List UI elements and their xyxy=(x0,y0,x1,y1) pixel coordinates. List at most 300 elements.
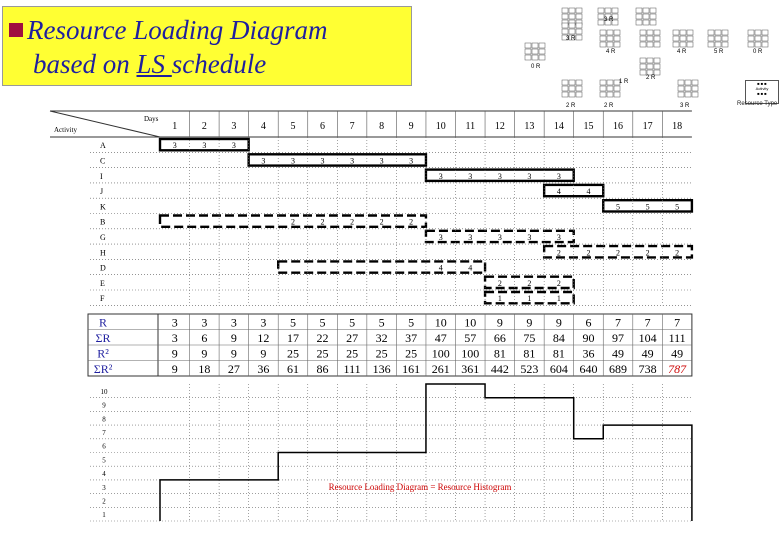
title-text-1: Resource Loading Diagram xyxy=(27,15,328,45)
network-node-cell xyxy=(643,20,649,25)
stats-value: 5 xyxy=(319,315,326,330)
activity-resource-value: 5 xyxy=(675,202,680,212)
network-node-cell xyxy=(576,35,582,40)
activity-name: I xyxy=(100,171,103,181)
stats-value: 81 xyxy=(523,346,536,361)
network-node xyxy=(562,8,582,25)
network-node-cell xyxy=(562,92,568,97)
network-node-cell xyxy=(562,23,568,28)
network-node-cell xyxy=(673,42,679,47)
network-node-cell xyxy=(673,30,679,35)
stats-value: 9 xyxy=(201,346,208,361)
network-node-cell xyxy=(569,23,575,28)
network-node-cell xyxy=(715,42,721,47)
activity-resource-value: 3 xyxy=(172,141,177,151)
activity-resource-value: 3 xyxy=(202,141,207,151)
stats-value: 9 xyxy=(496,315,503,330)
activity-resource-value: 3 xyxy=(379,156,384,166)
stats-value: 7 xyxy=(674,315,681,330)
network-node-cell xyxy=(607,80,613,85)
network-resource-label: 0 R xyxy=(531,64,541,70)
legend-row: ■ ■ ■ xyxy=(757,91,767,96)
activity-name: C xyxy=(100,156,106,166)
stats-value: 10 xyxy=(464,315,477,330)
network-node-cell xyxy=(748,36,754,41)
network-node-cell xyxy=(708,36,714,41)
network-node-cell xyxy=(748,30,754,35)
activity-resource-value: 4 xyxy=(586,187,591,197)
network-node xyxy=(600,30,620,47)
day-header: 14 xyxy=(553,121,564,132)
network-node-cell xyxy=(525,55,531,60)
network-node-cell xyxy=(612,8,618,13)
network-node-cell xyxy=(539,43,545,48)
network-node-cell xyxy=(680,42,686,47)
stats-value: 22 xyxy=(316,331,329,345)
stats-value: 104 xyxy=(638,331,657,345)
activity-resource-value: 4 xyxy=(556,187,561,197)
stats-value: 604 xyxy=(549,362,568,376)
network-node-cell xyxy=(562,8,568,13)
network-node-cell xyxy=(569,86,575,91)
network-node-cell xyxy=(607,92,613,97)
activity-resource-value: 2 xyxy=(497,278,502,288)
network-node-cell xyxy=(685,86,691,91)
network-node-cell xyxy=(569,14,575,19)
network-resource-label: 5 R xyxy=(714,49,724,55)
network-node-cell xyxy=(640,42,646,47)
network-node-cell xyxy=(650,20,656,25)
network-node-cell xyxy=(607,36,613,41)
activity-resource-value: 1 xyxy=(556,294,561,304)
network-node-cell xyxy=(640,36,646,41)
stats-value: 47 xyxy=(434,331,447,345)
day-header: 18 xyxy=(672,121,683,132)
network-node-cell xyxy=(643,8,649,13)
network-node-cell xyxy=(755,42,761,47)
activity-resource-value: 3 xyxy=(409,156,414,166)
activity-name: B xyxy=(100,217,106,227)
stats-value: 57 xyxy=(464,331,477,345)
stats-value: 5 xyxy=(289,315,296,330)
network-node-cell xyxy=(614,36,620,41)
histogram-level-label: 2 xyxy=(102,497,106,506)
activity-resource-value: 2 xyxy=(675,248,680,258)
network-node-cell xyxy=(647,36,653,41)
network-node-cell xyxy=(640,58,646,63)
network-node-cell xyxy=(569,80,575,85)
activity-name: E xyxy=(100,278,105,288)
day-header: 2 xyxy=(201,121,207,132)
stats-value: 36 xyxy=(257,362,270,376)
stats-value: 3 xyxy=(201,315,208,330)
network-node-cell xyxy=(762,42,768,47)
stats-label: R² xyxy=(97,346,109,361)
network-node-cell xyxy=(607,42,613,47)
stats-value: 49 xyxy=(671,346,684,361)
network-node-cell xyxy=(647,30,653,35)
network-node-cell xyxy=(614,86,620,91)
network-node-cell xyxy=(692,80,698,85)
network-node xyxy=(562,80,582,97)
stats-value: 49 xyxy=(612,346,625,361)
day-header: 3 xyxy=(231,121,237,132)
day-header: 7 xyxy=(349,121,355,132)
activity-resource-value: 4 xyxy=(438,263,443,273)
stats-value: 97 xyxy=(612,331,625,345)
stats-value: 5 xyxy=(378,315,385,330)
activity-resource-value: 2 xyxy=(556,248,561,258)
network-node-cell xyxy=(678,86,684,91)
stats-value: 100 xyxy=(461,346,480,361)
network-node-cell xyxy=(640,30,646,35)
stats-value: 5 xyxy=(408,315,415,330)
stats-value: 61 xyxy=(286,362,299,376)
histogram-level-label: 1 xyxy=(102,511,106,520)
network-node-cell xyxy=(600,86,606,91)
stats-value: 3 xyxy=(171,315,178,330)
network-node-cell xyxy=(722,30,728,35)
network-node-cell xyxy=(562,80,568,85)
stats-value: 66 xyxy=(493,331,506,345)
network-node-cell xyxy=(647,64,653,69)
title-text-2a: based on xyxy=(33,49,137,79)
network-node xyxy=(636,8,656,25)
network-node-cell xyxy=(715,36,721,41)
network-node xyxy=(673,30,693,47)
network-node-cell xyxy=(643,14,649,19)
activity-resource-value: 3 xyxy=(350,156,355,166)
stats-value: 49 xyxy=(641,346,654,361)
network-node-cell xyxy=(614,92,620,97)
network-node-cell xyxy=(680,30,686,35)
network-node-cell xyxy=(607,86,613,91)
network-node-cell xyxy=(687,30,693,35)
network-node-cell xyxy=(598,8,604,13)
network-node-cell xyxy=(525,43,531,48)
day-header: 9 xyxy=(408,121,414,132)
stats-value: 75 xyxy=(523,331,536,345)
histogram-level-label: 6 xyxy=(102,442,106,451)
network-node-cell xyxy=(605,8,611,13)
network-node-cell xyxy=(692,92,698,97)
network-node-cell xyxy=(755,36,761,41)
network-resource-label: 3 R xyxy=(680,103,690,109)
network-node xyxy=(525,43,545,60)
stats-value: 9 xyxy=(230,346,237,361)
histogram-caption: Resource Loading Diagram = Resource Histogram xyxy=(328,482,512,492)
network-node-cell xyxy=(576,29,582,34)
network-node-cell xyxy=(678,92,684,97)
network-node-cell xyxy=(569,29,575,34)
network-node-cell xyxy=(614,30,620,35)
stats-value: 689 xyxy=(609,362,628,376)
activity-resource-value: 3 xyxy=(497,232,502,242)
network-node-cell xyxy=(678,80,684,85)
network-node-cell xyxy=(532,43,538,48)
histogram-level-label: 4 xyxy=(102,470,106,479)
stats-value: 86 xyxy=(316,362,329,376)
stats-value: 90 xyxy=(582,331,595,345)
activity-resource-value: 3 xyxy=(468,232,473,242)
stats-value: 32 xyxy=(375,331,388,345)
network-node-cell xyxy=(654,30,660,35)
stats-value: 100 xyxy=(431,346,450,361)
activity-resource-value: 2 xyxy=(616,248,621,258)
network-node-cell xyxy=(722,36,728,41)
network-node-cell xyxy=(654,36,660,41)
network-node xyxy=(748,30,768,47)
day-header: 15 xyxy=(583,121,594,132)
day-header: 6 xyxy=(320,121,326,132)
network-node-cell xyxy=(762,36,768,41)
legend-caption: Resource Type xyxy=(737,101,778,107)
network-node-cell xyxy=(640,64,646,69)
network-node-cell xyxy=(539,55,545,60)
activity-resource-value: 3 xyxy=(527,232,532,242)
stats-value: 9 xyxy=(526,315,533,330)
network-node-cell xyxy=(614,42,620,47)
activity-resource-value: 3 xyxy=(320,156,325,166)
network-node-cell xyxy=(636,8,642,13)
stats-value: 361 xyxy=(461,362,480,376)
stats-value: 3 xyxy=(260,315,267,330)
day-header: 8 xyxy=(379,121,385,132)
stats-value: 161 xyxy=(402,362,421,376)
network-node-cell xyxy=(685,80,691,85)
stats-value: 81 xyxy=(552,346,565,361)
total-sum-r-squared: 787 xyxy=(668,362,687,376)
network-node-cell xyxy=(654,58,660,63)
stats-value: 111 xyxy=(343,362,361,376)
network-node xyxy=(600,80,620,97)
network-resource-label: 1 R xyxy=(619,79,629,85)
activity-resource-value: 2 xyxy=(379,217,384,227)
network-node-cell xyxy=(687,42,693,47)
network-node xyxy=(678,80,698,97)
stats-value: 6 xyxy=(201,331,208,345)
activity-name: H xyxy=(100,248,106,258)
title-text-2b: schedule xyxy=(171,49,267,79)
activity-resource-value: 2 xyxy=(527,278,532,288)
network-node-cell xyxy=(654,64,660,69)
stats-value: 17 xyxy=(286,331,299,345)
activity-resource-value: 2 xyxy=(320,217,325,227)
stats-label: ΣR² xyxy=(93,362,113,376)
activity-bar xyxy=(278,261,485,272)
network-node-cell xyxy=(762,30,768,35)
activity-name: J xyxy=(100,187,104,197)
stats-value: 442 xyxy=(490,362,509,376)
histogram-level-label: 9 xyxy=(102,401,106,410)
stats-label: R xyxy=(98,315,108,330)
day-header: 10 xyxy=(435,121,446,132)
activity-resource-value: 2 xyxy=(556,278,561,288)
network-resource-label: 2 R xyxy=(646,75,656,81)
day-header: 12 xyxy=(494,121,505,132)
day-header: 4 xyxy=(260,121,266,132)
days-label: Days xyxy=(144,115,159,123)
stats-value: 81 xyxy=(493,346,506,361)
network-node-cell xyxy=(600,30,606,35)
activity-resource-value: 2 xyxy=(290,217,295,227)
stats-value: 12 xyxy=(257,331,270,345)
network-node-cell xyxy=(600,36,606,41)
network-node-cell xyxy=(576,8,582,13)
activity-name: F xyxy=(100,294,105,304)
network-resource-label: 0 R xyxy=(753,49,763,55)
network-node-cell xyxy=(708,42,714,47)
stats-value: 7 xyxy=(644,315,651,330)
stats-value: 9 xyxy=(171,362,178,376)
stats-value: 25 xyxy=(316,346,329,361)
activity-resource-value: 5 xyxy=(616,202,621,212)
stats-value: 3 xyxy=(230,315,237,330)
histogram-level-label: 8 xyxy=(102,415,106,424)
legend-row: ■ ■ ■ xyxy=(757,81,767,86)
network-node-cell xyxy=(680,36,686,41)
stats-value: 27 xyxy=(346,331,359,345)
network-node-cell xyxy=(654,42,660,47)
network-node-cell xyxy=(636,14,642,19)
network-node xyxy=(640,30,660,47)
stats-value: 25 xyxy=(405,346,418,361)
activity-label: Activity xyxy=(54,126,77,134)
stats-value: 261 xyxy=(431,362,450,376)
histogram-level-label: 3 xyxy=(102,483,106,492)
network-resource-label: 3 R xyxy=(604,17,614,23)
stats-value: 3 xyxy=(171,331,178,345)
network-node-cell xyxy=(569,92,575,97)
activity-name: A xyxy=(100,141,106,151)
activity-resource-value: 3 xyxy=(290,156,295,166)
activity-resource-value: 2 xyxy=(350,217,355,227)
network-node-cell xyxy=(576,86,582,91)
network-node-cell xyxy=(576,92,582,97)
network-node-cell xyxy=(562,29,568,34)
activity-name: K xyxy=(100,202,106,212)
histogram-level-label: 5 xyxy=(102,456,106,465)
activity-resource-value: 3 xyxy=(497,171,502,181)
legend-title: Activity xyxy=(755,86,769,91)
histogram-level-label: 7 xyxy=(102,428,106,437)
stats-value: 25 xyxy=(375,346,388,361)
stats-value: 5 xyxy=(349,315,356,330)
title-text-ls: LS xyxy=(136,49,172,79)
network-node-cell xyxy=(673,36,679,41)
stats-value: 18 xyxy=(198,362,211,376)
network-node-cell xyxy=(685,92,691,97)
stats-value: 27 xyxy=(227,362,240,376)
activity-name: D xyxy=(100,263,106,273)
activity-resource-value: 3 xyxy=(556,171,561,181)
activity-resource-value: 3 xyxy=(527,171,532,181)
network-node-cell xyxy=(647,58,653,63)
network-node-cell xyxy=(562,86,568,91)
stats-value: 36 xyxy=(582,346,595,361)
activity-resource-value: 2 xyxy=(645,248,650,258)
network-node-cell xyxy=(650,14,656,19)
network-node-cell xyxy=(636,20,642,25)
network-node-cell xyxy=(569,8,575,13)
day-header: 16 xyxy=(613,121,624,132)
day-header: 11 xyxy=(465,121,476,132)
stats-value: 25 xyxy=(346,346,359,361)
stats-value: 640 xyxy=(579,362,598,376)
activity-resource-value: 1 xyxy=(497,294,502,304)
network-resource-label: 3 R xyxy=(566,36,576,42)
network-node-cell xyxy=(525,49,531,54)
stats-value: 9 xyxy=(555,315,562,330)
stats-value: 9 xyxy=(171,346,178,361)
activity-resource-value: 3 xyxy=(468,171,473,181)
stats-label: ΣR xyxy=(95,331,111,345)
network-node-cell xyxy=(600,80,606,85)
network-resource-label: 4 R xyxy=(606,49,616,55)
network-node-cell xyxy=(748,42,754,47)
activity-resource-value: 3 xyxy=(231,141,236,151)
activity-resource-value: 3 xyxy=(438,171,443,181)
network-node-cell xyxy=(692,86,698,91)
activity-resource-value: 4 xyxy=(468,263,473,273)
network-node-cell xyxy=(687,36,693,41)
network-node-cell xyxy=(576,14,582,19)
activity-resource-value: 3 xyxy=(556,232,561,242)
activity-resource-value: 2 xyxy=(586,248,591,258)
stats-value: 10 xyxy=(434,315,447,330)
stats-value: 738 xyxy=(638,362,657,376)
stats-value: 25 xyxy=(286,346,299,361)
network-node-cell xyxy=(539,49,545,54)
activity-resource-value: 3 xyxy=(261,156,266,166)
network-node-cell xyxy=(755,30,761,35)
day-header: 17 xyxy=(642,121,653,132)
network-node xyxy=(640,58,660,75)
network-node-cell xyxy=(562,14,568,19)
network-node-cell xyxy=(532,55,538,60)
activity-name: G xyxy=(100,232,106,242)
activity-resource-value: 2 xyxy=(409,217,414,227)
stats-value: 523 xyxy=(520,362,539,376)
activity-resource-value: 5 xyxy=(645,202,650,212)
network-node-cell xyxy=(708,30,714,35)
network-node-cell xyxy=(722,42,728,47)
activity-resource-value: 1 xyxy=(527,294,532,304)
network-node-cell xyxy=(600,92,606,97)
network-node xyxy=(708,30,728,47)
day-header: 1 xyxy=(172,121,178,132)
stats-value: 136 xyxy=(372,362,391,376)
stats-value: 6 xyxy=(585,315,592,330)
stats-value: 37 xyxy=(405,331,418,345)
network-resource-label: 2 R xyxy=(604,103,614,109)
network-node-cell xyxy=(576,80,582,85)
histogram-level-label: 10 xyxy=(100,387,108,396)
network-node-cell xyxy=(607,30,613,35)
network-node-cell xyxy=(532,49,538,54)
stats-value: 84 xyxy=(552,331,565,345)
network-resource-label: 2 R xyxy=(566,103,576,109)
stats-value: 9 xyxy=(230,331,237,345)
network-node-cell xyxy=(647,42,653,47)
network-node-cell xyxy=(576,23,582,28)
network-node-cell xyxy=(600,42,606,47)
stats-value: 7 xyxy=(615,315,622,330)
day-header: 5 xyxy=(290,121,296,132)
stats-value: 111 xyxy=(668,331,686,345)
network-node-cell xyxy=(715,30,721,35)
stats-value: 9 xyxy=(260,346,267,361)
